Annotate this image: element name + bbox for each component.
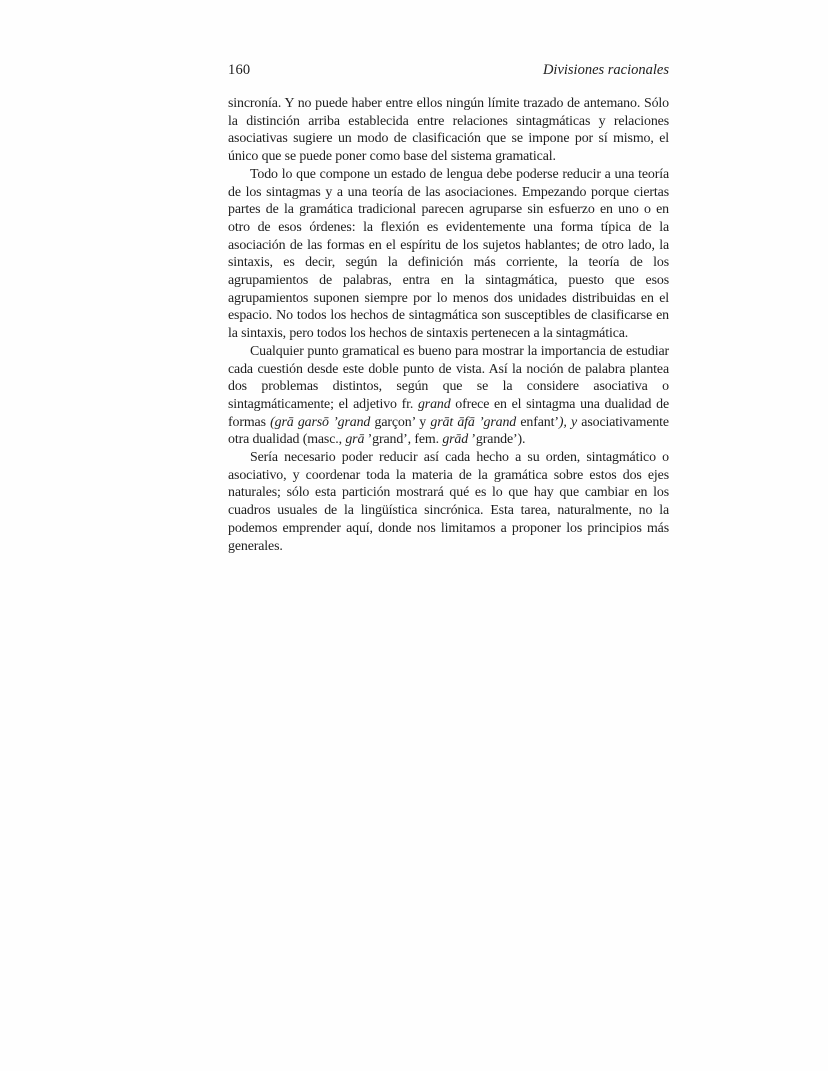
text-run: Todo lo que compone un estado de lengua debe poderse reducir a una teoría de los sintagmas y a una teoría de las asociaciones. Empezando porque ciertas partes de la gramática tradicional parecen agruparse sin esfuerzo en uno o en otro de esos órdenes: la flexión es evidentemente una forma típica de la asociación de las formas en el espíritu de los sujetos hablantes; de otro lado, la sintaxis, es decir, según la definición más corriente, la teoría de los agrupamientos de palabras, entra en la sintagmática, puesto que esos agrupamientos suponen siempre por lo menos dos unidades distribuidas en el espacio. No todos los hechos de sintagmática son susceptibles de clasificarse en la sintaxis, pero todos los hechos de sintaxis pertenecen a la sintagmática. [228,166,669,342]
text-run: enfant’ [516,414,559,430]
italic-text-run: grād [442,432,469,448]
text-block [228,95,669,555]
italic-text-run: ), y [558,414,578,430]
italic-text-run: grāt āfā ’grand [430,414,517,430]
text-run: ofrece en el sintagma una dualidad de formas [228,396,669,430]
text-run: garçon’ y [370,414,431,430]
text-area [228,62,669,555]
running-title: Divisiones racionales [542,62,669,78]
text-run: sincronía. Y no puede haber entre ellos ningún límite trazado de antemano. Sólo la distinción arriba establecida entre relaciones sintagmáticas y relaciones asociativas sugiere un modo de clasificación que se impone por sí mismo, el único que se puede poner como base del sistema gramatical. [228,96,669,165]
paragraph [228,343,669,449]
running-header [228,62,669,79]
text-run: ’grande’). [468,432,526,448]
text-run: asociativamente otra dualidad (masc., [228,414,669,448]
italic-text-run: (grā garsō ’grand [270,414,371,430]
page-number: 160 [228,62,251,78]
paragraph [228,95,669,166]
paragraph [228,166,669,343]
italic-text-run: grand [417,396,451,412]
text-run: Sería necesario poder reducir así cada hecho a su orden, sintagmático o asociativo, y coordenar toda la materia de la gramática sobre estos dos ejes naturales; sólo esta partición mostrará qué es lo que hay que cambiar en los cuadros usuales de la lingüística sincrónica. Esta tarea, naturalmente, no la podemos emprender aquí, donde nos limitamos a proponer los principios más generales. [228,450,669,554]
paragraph [228,449,669,555]
italic-text-run: grā [345,432,365,448]
text-run: ’grand’, fem. [364,432,443,448]
text-run: Cualquier punto gramatical es bueno para mostrar la importancia de estudiar cada cuestión desde este doble punto de vista. Así la noción de palabra plantea dos problemas distintos, según que se la considere asociativa o sintagmáticamente; el adjetivo fr. [228,343,669,412]
